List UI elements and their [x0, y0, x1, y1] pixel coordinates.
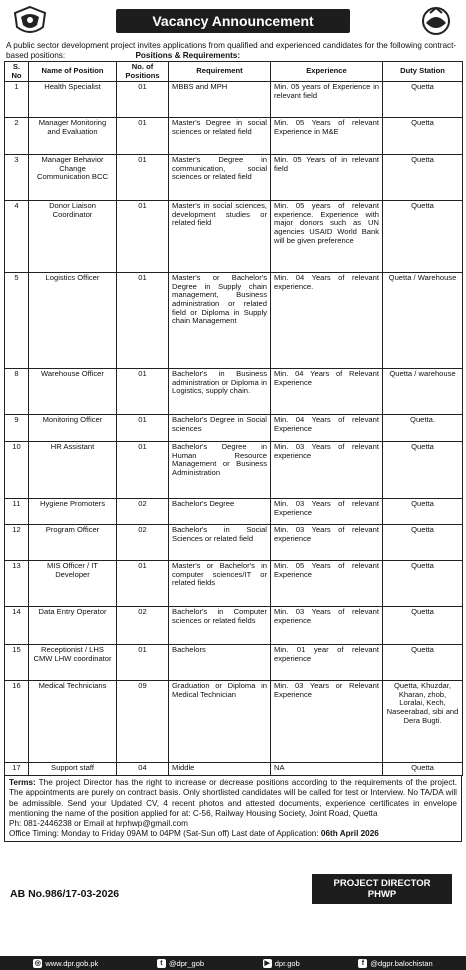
cell-sno: 5	[5, 273, 29, 369]
cell-num-positions: 01	[117, 561, 169, 607]
cell-experience: Min. 03 Years of relevant experience	[271, 525, 383, 561]
column-header-experience: Experience	[271, 62, 383, 82]
cell-requirement: Bachelor's in Computer sciences or related fields	[169, 607, 271, 645]
cell-requirement: MBBS and MPH	[169, 82, 271, 118]
twitter-icon: t	[157, 959, 166, 968]
cell-requirement: Bachelor's Degree in Human Resource Management or Business Administration	[169, 442, 271, 499]
cell-num-positions: 01	[117, 273, 169, 369]
cell-num-positions: 01	[117, 645, 169, 681]
cell-sno: 10	[5, 442, 29, 499]
office-timing-text: Office Timing: Monday to Friday 09AM to 04PM (Sat-Sun off) Last date of Application:	[9, 829, 321, 839]
facebook-link[interactable]: f @dgpr.balochistan	[358, 959, 432, 968]
terms-paragraph	[9, 778, 457, 819]
cell-position-name: Data Entry Operator	[29, 607, 117, 645]
cell-experience: Min. 03 Years of relevant Experience	[271, 499, 383, 525]
cell-sno: 14	[5, 607, 29, 645]
cell-duty-station: Quetta	[383, 442, 463, 499]
cell-duty-station: Quetta	[383, 155, 463, 201]
header	[4, 3, 462, 39]
column-header-station: Duty Station	[383, 62, 463, 82]
cell-num-positions: 01	[117, 82, 169, 118]
positions-subtitle: Positions & Requirements:	[135, 50, 241, 60]
cell-requirement: Bachelor's Degree in Social sciences	[169, 415, 271, 442]
cell-num-positions: 01	[117, 155, 169, 201]
cell-duty-station: Quetta / Warehouse	[383, 273, 463, 369]
intro-section	[6, 41, 460, 60]
facebook-icon: f	[358, 959, 367, 968]
cell-sno: 11	[5, 499, 29, 525]
cell-experience: Min. 05 years of relevant experience. Experience with major donors such as UN agencies USAID World Bank will be given preference	[271, 201, 383, 273]
cell-experience: Min. 04 Years of Relevant Experience	[271, 369, 383, 415]
cell-requirement: Master's Degree in social sciences or related field	[169, 118, 271, 155]
cell-position-name: Hygiene Promoters	[29, 499, 117, 525]
cell-experience: NA	[271, 763, 383, 776]
cell-experience: Min. 05 Years of relevant Experience	[271, 561, 383, 607]
column-header-name: Name of Position	[29, 62, 117, 82]
project-director-box	[312, 874, 452, 904]
column-header-positions: No. of Positions	[117, 62, 169, 82]
cell-requirement: Bachelor's in Business administration or Diploma in Logistics, supply chain.	[169, 369, 271, 415]
cell-num-positions: 02	[117, 499, 169, 525]
cell-requirement: Master's or Bachelor's in computer sciences/IT or related fields	[169, 561, 271, 607]
social-links-bar	[0, 956, 466, 970]
cell-duty-station: Quetta	[383, 763, 463, 776]
cell-sno: 12	[5, 525, 29, 561]
cell-duty-station: Quetta	[383, 525, 463, 561]
cell-sno: 2	[5, 118, 29, 155]
table-row	[5, 415, 463, 442]
cell-num-positions: 02	[117, 607, 169, 645]
project-emblem-right-icon	[416, 5, 456, 37]
cell-duty-station: Quetta	[383, 561, 463, 607]
cell-sno: 16	[5, 681, 29, 763]
cell-requirement: Graduation or Diploma in Medical Technician	[169, 681, 271, 763]
cell-experience: Min. 03 Years of relevant experience	[271, 442, 383, 499]
cell-requirement: Bachelor's in Social Sciences or related field	[169, 525, 271, 561]
last-date: 06th April 2026	[320, 829, 379, 839]
government-emblem-left-icon	[10, 5, 50, 37]
table-row	[5, 645, 463, 681]
table-row	[5, 525, 463, 561]
cell-position-name: Monitoring Officer	[29, 415, 117, 442]
table-row	[5, 607, 463, 645]
cell-experience: Min. 01 year of relevant experience	[271, 645, 383, 681]
column-header-requirement: Requirement	[169, 62, 271, 82]
cell-position-name: Donor Liaison Coordinator	[29, 201, 117, 273]
cell-experience: Min. 05 Years of in relevant field	[271, 155, 383, 201]
cell-duty-station: Quetta	[383, 118, 463, 155]
terms-body: The project Director has the right to increase or decrease positions according to the requirements of the project. The appointments are purely on contract basis. Only shortlisted candidates will be called for test or Interview. No TA/DA will be admissible. Send your Updated CV, 4 recent photos and attested documents, experience certificates in envelope mentioning the name of the position applied for at: C-56, Railway Housing Society, Joint Road, Quetta	[9, 778, 457, 818]
cell-requirement: Bachelors	[169, 645, 271, 681]
office-timing-line	[9, 829, 457, 839]
cell-sno: 17	[5, 763, 29, 776]
director-org: PHWP	[367, 889, 397, 901]
table-row	[5, 201, 463, 273]
cell-duty-station: Quetta / warehouse	[383, 369, 463, 415]
cell-duty-station: Quetta	[383, 201, 463, 273]
table-row	[5, 118, 463, 155]
cell-experience: Min. 03 Years of relevant experience	[271, 607, 383, 645]
cell-num-positions: 09	[117, 681, 169, 763]
director-title: PROJECT DIRECTOR	[333, 878, 431, 890]
cell-experience: Min. 04 Years of relevant experience.	[271, 273, 383, 369]
cell-duty-station: Quetta, Khuzdar, Kharan, zhob, Loralai, Kech, Naseerabad, sibi and Dera Bugti.	[383, 681, 463, 763]
cell-requirement: Middle	[169, 763, 271, 776]
cell-position-name: Health Specialist	[29, 82, 117, 118]
cell-position-name: Medical Technicians	[29, 681, 117, 763]
cell-position-name: Receptionist / LHS CMW LHW coordinator	[29, 645, 117, 681]
cell-duty-station: Quetta.	[383, 415, 463, 442]
footer	[4, 842, 462, 914]
table-header-row	[5, 62, 463, 82]
table-row	[5, 561, 463, 607]
cell-requirement: Master's or Bachelor's Degree in Supply chain management, Business administration or related field or Diploma in Supply chain Management	[169, 273, 271, 369]
cell-position-name: Program Officer	[29, 525, 117, 561]
globe-icon: ◎	[34, 959, 41, 967]
cell-position-name: Manager Monitoring and Evaluation	[29, 118, 117, 155]
website-link[interactable]: ◎ www.dpr.gob.pk	[34, 958, 99, 968]
cell-experience: Min. 05 years of Experience in relevant field	[271, 82, 383, 118]
cell-experience: Min. 04 Years of relevant Experience	[271, 415, 383, 442]
cell-sno: 1	[5, 82, 29, 118]
cell-duty-station: Quetta	[383, 499, 463, 525]
youtube-icon: ▶	[264, 959, 270, 967]
column-header-sno: S. No	[5, 62, 29, 82]
page-title: Vacancy Announcement	[116, 9, 350, 33]
cell-position-name: Logistics Officer	[29, 273, 117, 369]
cell-sno: 3	[5, 155, 29, 201]
cell-sno: 9	[5, 415, 29, 442]
cell-position-name: Manager Behavior Change Communication BCC	[29, 155, 117, 201]
cell-num-positions: 01	[117, 415, 169, 442]
contact-line: Ph: 081-2446238 or Email at hrphwp@gmail.com	[9, 819, 188, 828]
cell-num-positions: 01	[117, 369, 169, 415]
cell-requirement: Master's Degree in communication, social sciences or related field	[169, 155, 271, 201]
table-row	[5, 763, 463, 776]
cell-position-name: HR Assistant	[29, 442, 117, 499]
terms-section	[4, 776, 462, 842]
cell-num-positions: 04	[117, 763, 169, 776]
intro-text: A public sector development project invites applications from qualified and experienced candidates for the following contract-based positions:	[6, 41, 457, 60]
cell-num-positions: 01	[117, 201, 169, 273]
twitter-link[interactable]: t @dpr_gob	[157, 959, 204, 968]
terms-label: Terms:	[9, 778, 36, 788]
cell-position-name: Warehouse Officer	[29, 369, 117, 415]
table-row	[5, 273, 463, 369]
cell-num-positions: 02	[117, 525, 169, 561]
positions-table	[4, 61, 463, 776]
table-row	[5, 442, 463, 499]
cell-experience: Min. 03 Years or Relevant Experience	[271, 681, 383, 763]
cell-duty-station: Quetta	[383, 607, 463, 645]
cell-experience: Min. 05 Years of relevant Experience in M&E	[271, 118, 383, 155]
table-row	[5, 155, 463, 201]
table-row	[5, 82, 463, 118]
ab-number: AB No.986/17-03-2026	[10, 888, 120, 901]
table-row	[5, 681, 463, 763]
table-row	[5, 499, 463, 525]
youtube-link[interactable]: ▶ dpr.gob	[264, 958, 300, 968]
cell-num-positions: 01	[117, 118, 169, 155]
cell-requirement: Bachelor's Degree	[169, 499, 271, 525]
table-row	[5, 369, 463, 415]
cell-position-name: MIS Officer / IT Developer	[29, 561, 117, 607]
cell-sno: 15	[5, 645, 29, 681]
cell-position-name: Support staff	[29, 763, 117, 776]
cell-num-positions: 01	[117, 442, 169, 499]
cell-sno: 4	[5, 201, 29, 273]
cell-requirement: Master's in social sciences, development studies or related field	[169, 201, 271, 273]
cell-duty-station: Quetta	[383, 82, 463, 118]
cell-duty-station: Quetta	[383, 645, 463, 681]
cell-sno: 13	[5, 561, 29, 607]
cell-sno: 8	[5, 369, 29, 415]
